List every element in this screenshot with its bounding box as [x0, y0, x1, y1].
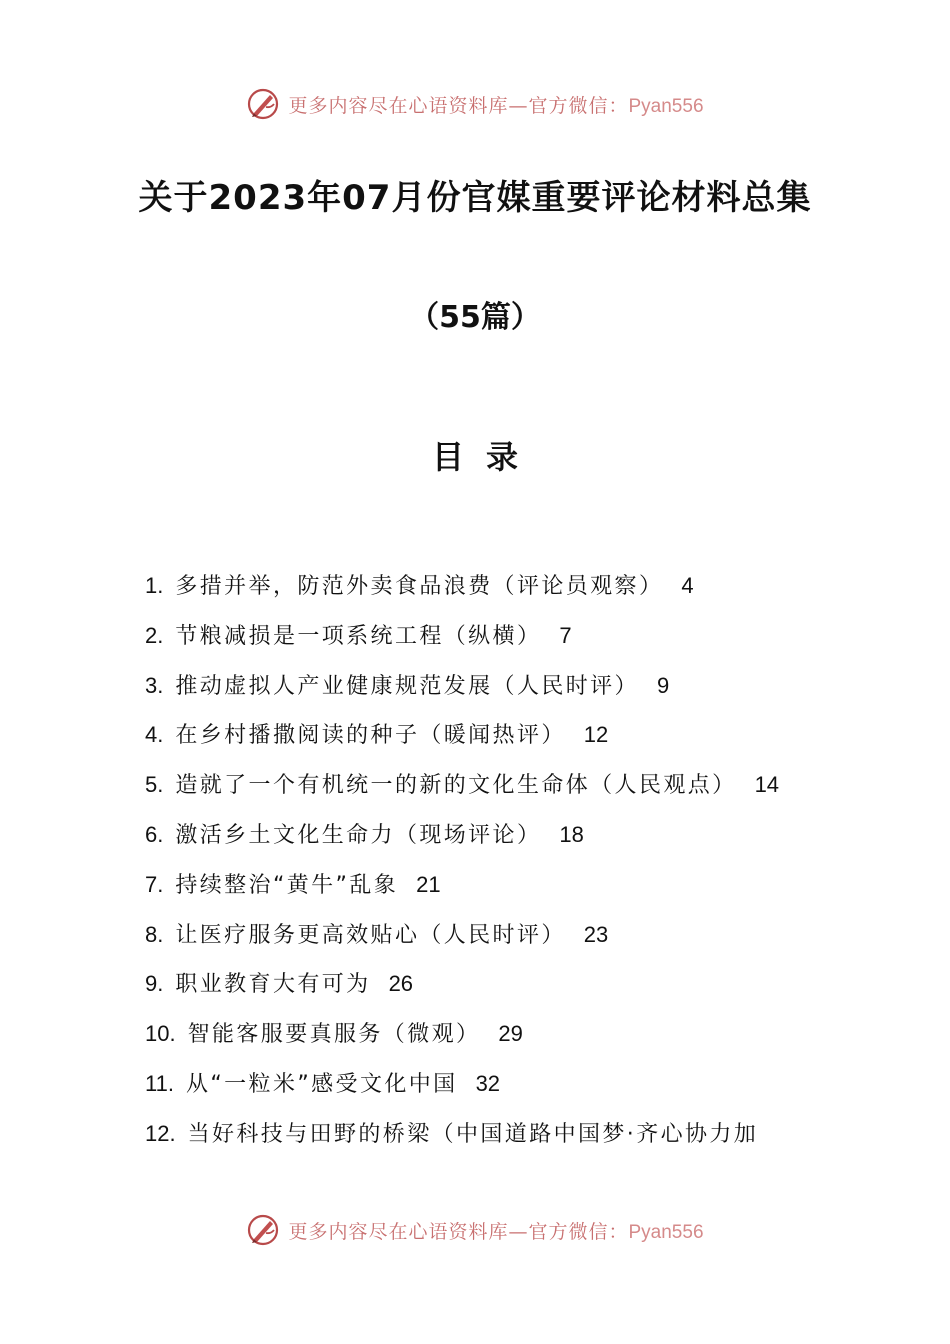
toc-item[interactable]	[145, 666, 815, 716]
toc-item[interactable]	[145, 765, 815, 815]
toc-item-title: 当好科技与田野的桥梁（中国道路中国梦·齐心协力加	[187, 1121, 759, 1147]
toc-item[interactable]	[145, 616, 815, 666]
toc-item[interactable]	[145, 1064, 815, 1114]
toc-item-number: 4.	[145, 722, 164, 748]
toc-item-number: 5.	[145, 772, 164, 798]
toc-item[interactable]	[145, 1114, 815, 1164]
toc-item-title: 节粮减损是一项系统工程（纵横）	[175, 623, 542, 649]
watermark-text: 更多内容尽在心语资料库—官方微信：Pyan556	[288, 1220, 704, 1243]
toc-heading: 目录	[431, 438, 540, 476]
toc-item-title: 在乡村播撒阅读的种子（暖闻热评）	[175, 723, 566, 749]
toc-item[interactable]	[145, 964, 815, 1014]
toc-item[interactable]	[145, 815, 815, 865]
toc-item-number: 10.	[145, 1021, 176, 1047]
toc-item-page: 9	[656, 672, 670, 698]
toc-item-number: 9.	[145, 971, 164, 997]
toc-item-page: 14	[754, 772, 780, 798]
toc-item-page: 23	[583, 921, 609, 947]
toc-item-title: 推动虚拟人产业健康规范发展（人民时评）	[175, 673, 639, 699]
watermark-header	[0, 84, 950, 124]
toc-item-title: 从“一粒米”感受文化中国	[185, 1071, 458, 1097]
toc-item[interactable]	[145, 915, 815, 965]
toc-item-page: 7	[559, 622, 572, 648]
toc-item-title: 多措并举，防范外卖食品浪费（评论员观察）	[175, 574, 664, 599]
toc-item-title: 职业教育大有可为	[175, 972, 371, 998]
toc-item-number: 6.	[145, 821, 164, 847]
document-subtitle: （55篇）	[409, 300, 541, 335]
toc-item-number: 2.	[145, 622, 164, 648]
toc-item-number: 7.	[145, 871, 164, 897]
toc-item[interactable]	[145, 865, 815, 915]
toc-item[interactable]	[145, 1014, 815, 1064]
toc-item-title: 激活乡土文化生命力（现场评论）	[175, 822, 542, 848]
toc-item-title: 造就了一个有机统一的新的文化生命体（人民观点）	[175, 773, 737, 799]
toc-item[interactable]	[145, 566, 815, 616]
toc-item-page: 12	[583, 722, 609, 748]
pen-logo-icon	[246, 87, 280, 121]
document-title: 关于2023年07月份官媒重要评论材料总集	[138, 178, 812, 218]
toc-item-number: 8.	[145, 921, 164, 947]
toc-item-number: 12.	[145, 1120, 176, 1146]
toc-item-page: 32	[475, 1070, 501, 1096]
toc-item-page: 4	[681, 573, 694, 598]
table-of-contents	[145, 566, 815, 1164]
toc-item-page: 18	[559, 821, 584, 847]
toc-item-page: 26	[388, 971, 414, 997]
toc-item-title: 持续整治“黄牛”乱象	[175, 872, 399, 898]
watermark-footer	[0, 1210, 950, 1250]
watermark-text: 更多内容尽在心语资料库—官方微信：Pyan556	[288, 94, 704, 117]
toc-item-title: 智能客服要真服务（微观）	[187, 1022, 481, 1048]
toc-item-title: 让医疗服务更高效贴心（人民时评）	[175, 922, 566, 948]
toc-item-page: 21	[416, 871, 441, 897]
toc-item-number: 1.	[145, 573, 164, 598]
toc-item-page: 29	[498, 1021, 523, 1047]
toc-item-number: 11.	[145, 1070, 174, 1096]
toc-item-number: 3.	[145, 672, 164, 698]
toc-item[interactable]	[145, 715, 815, 765]
pen-logo-icon	[246, 1213, 280, 1247]
